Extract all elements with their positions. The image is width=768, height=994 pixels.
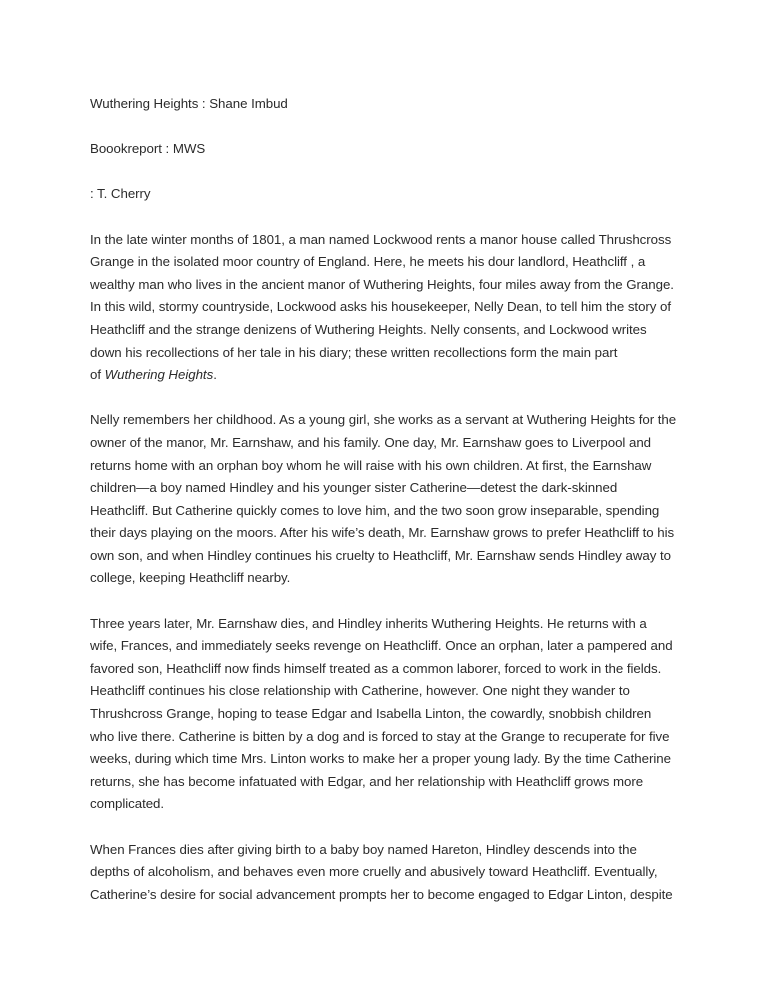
text-line: favored son, Heathcliff now finds himself treated as a common laborer, forced to work in the fields.: [90, 660, 662, 676]
text-line: wife, Frances, and immediately seeks revenge on Heathcliff. Once an orphan, later a pampered and: [90, 638, 673, 654]
text-line: Heathcliff. But Catherine quickly comes to love him, and the two soon grow inseparable, spending: [90, 502, 660, 518]
text-fragment: of: [90, 367, 105, 383]
text-line: their days playing on the moors. After his wife’s death, Mr. Earnshaw grows to prefer Heathcliff to his: [90, 525, 675, 541]
text-line: weeks, during which time Mrs. Linton works to make her a proper young lady. By the time Catherine: [90, 751, 671, 767]
paragraph-1: [90, 229, 690, 387]
paragraph-3: [90, 613, 690, 816]
text-line: owner of the manor, Mr. Earnshaw, and his family. One day, Mr. Earnshaw goes to Liverpool and: [90, 434, 652, 450]
text-line: Heathcliff continues his close relationship with Catherine, however. One night they wander to: [90, 683, 630, 699]
text-line: Nelly remembers her childhood. As a young girl, she works as a servant at Wuthering Heights for the: [90, 412, 677, 428]
book-title-italic: Wuthering Heights: [104, 367, 214, 383]
text-line: [90, 364, 690, 387]
text-line: In this wild, stormy countryside, Lockwood asks his housekeeper, Nelly Dean, to tell him the story of: [90, 299, 672, 315]
text-line: depths of alcoholism, and behaves even more cruelly and abusively toward Heathcliff. Eventually,: [90, 864, 658, 880]
teacher-line: : T. Cherry: [90, 186, 151, 202]
text-line: In the late winter months of 1801, a man named Lockwood rents a manor house called Thrushcross: [90, 231, 672, 247]
text-line: Heathcliff and the strange denizens of Wuthering Heights. Nelly consents, and Lockwood writes: [90, 321, 647, 337]
text-line: Three years later, Mr. Earnshaw dies, and Hindley inherits Wuthering Heights. He returns with a: [90, 615, 647, 631]
text-line: Catherine’s desire for social advancement prompts her to become engaged to Edgar Linton, despite: [90, 886, 673, 902]
document-body: [90, 93, 690, 929]
paragraph-4: [90, 839, 690, 907]
paragraph-2: [90, 409, 690, 590]
text-line: complicated.: [90, 796, 165, 812]
report-line: Boookreport : MWS: [90, 141, 206, 157]
text-line: children—a boy named Hindley and his younger sister Catherine—detest the dark-skinned: [90, 480, 618, 496]
text-line: own son, and when Hindley continues his cruelty to Heathcliff, Mr. Earnshaw sends Hindley away to: [90, 547, 672, 563]
text-line: returns, she has become infatuated with Edgar, and her relationship with Heathcliff grows more: [90, 773, 644, 789]
text-line: returns home with an orphan boy whom he will raise with his own children. At first, the Earnshaw: [90, 457, 652, 473]
text-line: When Frances dies after giving birth to a baby boy named Hareton, Hindley descends into the: [90, 841, 637, 857]
text-line: Thrushcross Grange, hoping to tease Edgar and Isabella Linton, the cowardly, snobbish children: [90, 706, 652, 722]
title-line: Wuthering Heights : Shane Imbud: [90, 96, 288, 111]
text-line: wealthy man who lives in the ancient manor of Wuthering Heights, four miles away from the Grange.: [90, 276, 674, 292]
text-fragment: .: [213, 367, 217, 383]
text-line: college, keeping Heathcliff nearby.: [90, 570, 291, 586]
text-line: Grange in the isolated moor country of England. Here, he meets his dour landlord, Heathcliff , a: [90, 254, 646, 270]
text-line: down his recollections of her tale in his diary; these written recollections form the main part: [90, 344, 618, 360]
text-line: who live there. Catherine is bitten by a dog and is forced to stay at the Grange to recuperate for five: [90, 728, 670, 744]
